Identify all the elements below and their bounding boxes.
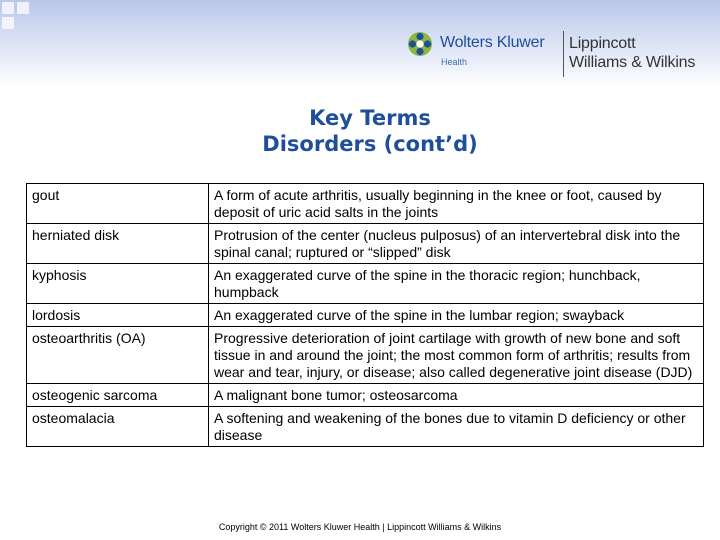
term-cell: osteoarthritis (OA) bbox=[27, 327, 209, 384]
slide-title-line2: Disorders (cont’d) bbox=[262, 132, 478, 156]
wolters-kluwer-mark-icon bbox=[407, 31, 433, 57]
definition-cell: An exaggerated curve of the spine in the lumbar region; swayback bbox=[209, 304, 704, 327]
term-cell: herniated disk bbox=[27, 224, 209, 264]
table-row bbox=[27, 407, 704, 447]
table-row bbox=[27, 384, 704, 407]
logo-divider bbox=[563, 31, 564, 77]
logo-sub: Health bbox=[441, 57, 468, 67]
term-cell: osteomalacia bbox=[27, 407, 209, 447]
definition-cell: Progressive deterioration of joint cartilage with growth of new bone and soft tissue in and around the joint; the most common form of arthritis; results from wear and tear, injury, or disease; also called degenerative joint disease (DJD) bbox=[209, 327, 704, 384]
copyright-footer: Copyright © 2011 Wolters Kluwer Health | Lippincott Williams & Wilkins bbox=[218, 522, 502, 532]
definition-cell: An exaggerated curve of the spine in the thoracic region; hunchback, humpback bbox=[209, 264, 704, 304]
definition-cell: A softening and weakening of the bones due to vitamin D deficiency or other disease bbox=[209, 407, 704, 447]
logo-partner bbox=[569, 34, 695, 72]
definition-cell: A form of acute arthritis, usually beginning in the knee or foot, caused by deposit of uric acid salts in the joints bbox=[209, 184, 704, 224]
table-row bbox=[27, 224, 704, 264]
table-row bbox=[27, 264, 704, 304]
term-cell: kyphosis bbox=[27, 264, 209, 304]
table-row bbox=[27, 304, 704, 327]
logo-partner-line2: Williams & Wilkins bbox=[569, 54, 696, 71]
slide-title-line1: Key Terms bbox=[309, 106, 431, 130]
key-terms-table bbox=[26, 183, 704, 447]
table-row bbox=[27, 327, 704, 384]
slide-title bbox=[0, 105, 720, 157]
logo-partner-line1: Lippincott bbox=[569, 35, 636, 52]
definition-cell: A malignant bone tumor; osteosarcoma bbox=[209, 384, 704, 407]
term-cell: gout bbox=[27, 184, 209, 224]
definition-cell: Protrusion of the center (nucleus pulposus) of an intervertebral disk into the spinal canal; ruptured or “slipped” disk bbox=[209, 224, 704, 264]
term-cell: osteogenic sarcoma bbox=[27, 384, 209, 407]
logo-brand: Wolters Kluwer bbox=[440, 34, 545, 51]
table-row bbox=[27, 184, 704, 224]
term-cell: lordosis bbox=[27, 304, 209, 327]
